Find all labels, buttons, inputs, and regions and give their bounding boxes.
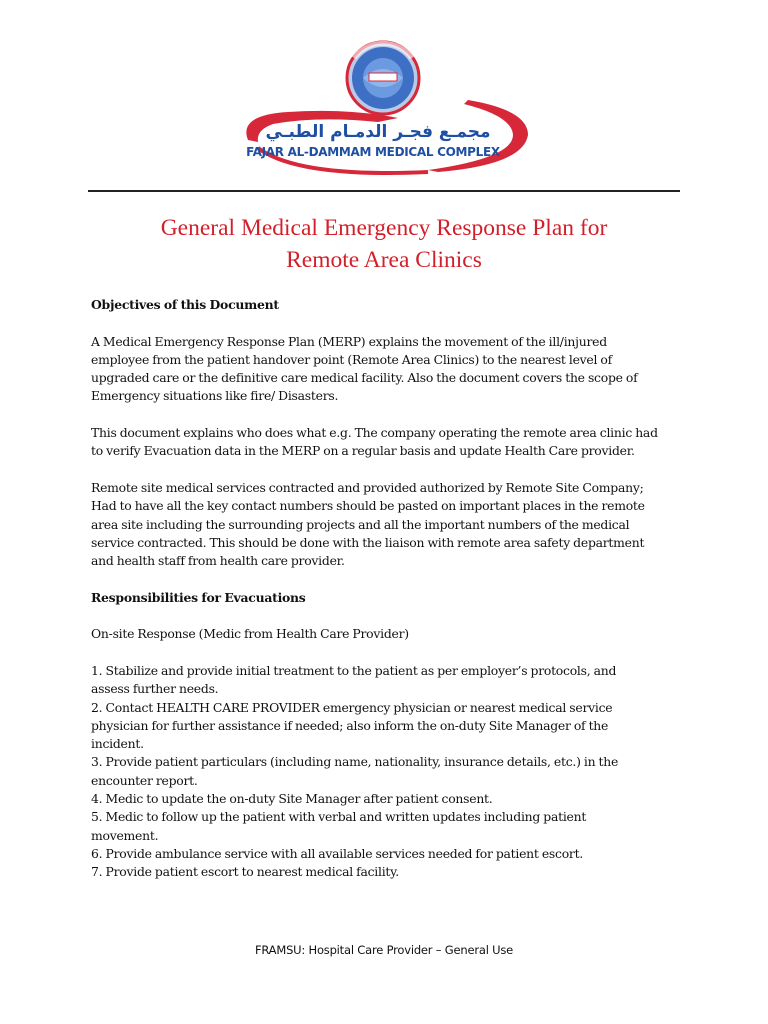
list-item: 5. Medic to follow up the patient with verbal and written updates including patient [91,809,587,825]
text-line: A Medical Emergency Response Plan (MERP) explains the movement of the ill/injured [91,333,607,349]
logo-english-name: FAJAR AL-DAMMAM MEDICAL COMPLEX [246,145,500,159]
text-line: service contracted. This should be done with the liaison with remote area safety department [91,534,645,550]
objectives-heading: Objectives of this Document [91,297,279,312]
fajar-al-dammam-logo [228,30,548,180]
text-line: Remote site medical services contracted and provided authorized by Remote Site Company; [91,479,644,495]
list-item: incident. [91,736,144,752]
text-line: Emergency situations like fire/ Disasters. [91,388,339,404]
list-item: 7. Provide patient escort to nearest medical facility. [91,864,399,880]
text-line: and health staff from health care provider. [91,553,345,569]
logo-arabic-name: مجمـع فجـر الدمـام الطبـي [265,122,491,142]
text-line: area site including the surrounding projects and all the important numbers of the medical [91,516,630,532]
document-header [0,0,768,195]
document-body [91,296,691,882]
page-footer: FRAMSU: Hospital Care Provider – General Use [254,943,514,957]
list-item: 1. Stabilize and provide initial treatment to the patient as per employer’s protocols, and [91,662,617,678]
list-item: 3. Provide patient particulars (including name, nationality, insurance details, etc.) in the [91,754,619,770]
list-item: movement. [91,827,159,843]
objectives-paragraph-2 [91,424,691,461]
text-line: Had to have all the key contact numbers should be pasted on important places in the remote [91,498,645,514]
evacuation-steps-list [91,662,691,882]
text-line: upgraded care or the definitive care medical facility. Also the document covers the scope of [91,370,638,386]
objectives-paragraph-3 [91,479,691,570]
list-item: 2. Contact HEALTH CARE PROVIDER emergency physician or nearest medical service [91,699,613,715]
list-item: 6. Provide ambulance service with all available services needed for patient escort. [91,845,584,861]
title-line: Remote Area Clinics [286,247,482,273]
text-line: This document explains who does what e.g. The company operating the remote area clinic had [91,425,658,441]
onsite-response-label: On-site Response (Medic from Health Care Provider) [91,626,409,642]
responsibilities-heading: Responsibilities for Evacuations [91,589,306,605]
text-line: to verify Evacuation data in the MERP on a regular basis and update Health Care provider. [91,443,635,459]
title-line: General Medical Emergency Response Plan for [160,215,608,241]
list-item: physician for further assistance if needed; also inform the on-duty Site Manager of the [91,717,609,733]
list-item: encounter report. [91,772,198,788]
header-divider [88,190,680,192]
objectives-paragraph-1 [91,333,691,406]
list-item: assess further needs. [91,681,219,697]
list-item: 4. Medic to update the on-duty Site Manager after patient consent. [91,791,493,807]
text-line: employee from the patient handover point (Remote Area Clinics) to the nearest level of [91,351,612,367]
globe-icon [347,42,419,114]
document-title [0,212,768,276]
